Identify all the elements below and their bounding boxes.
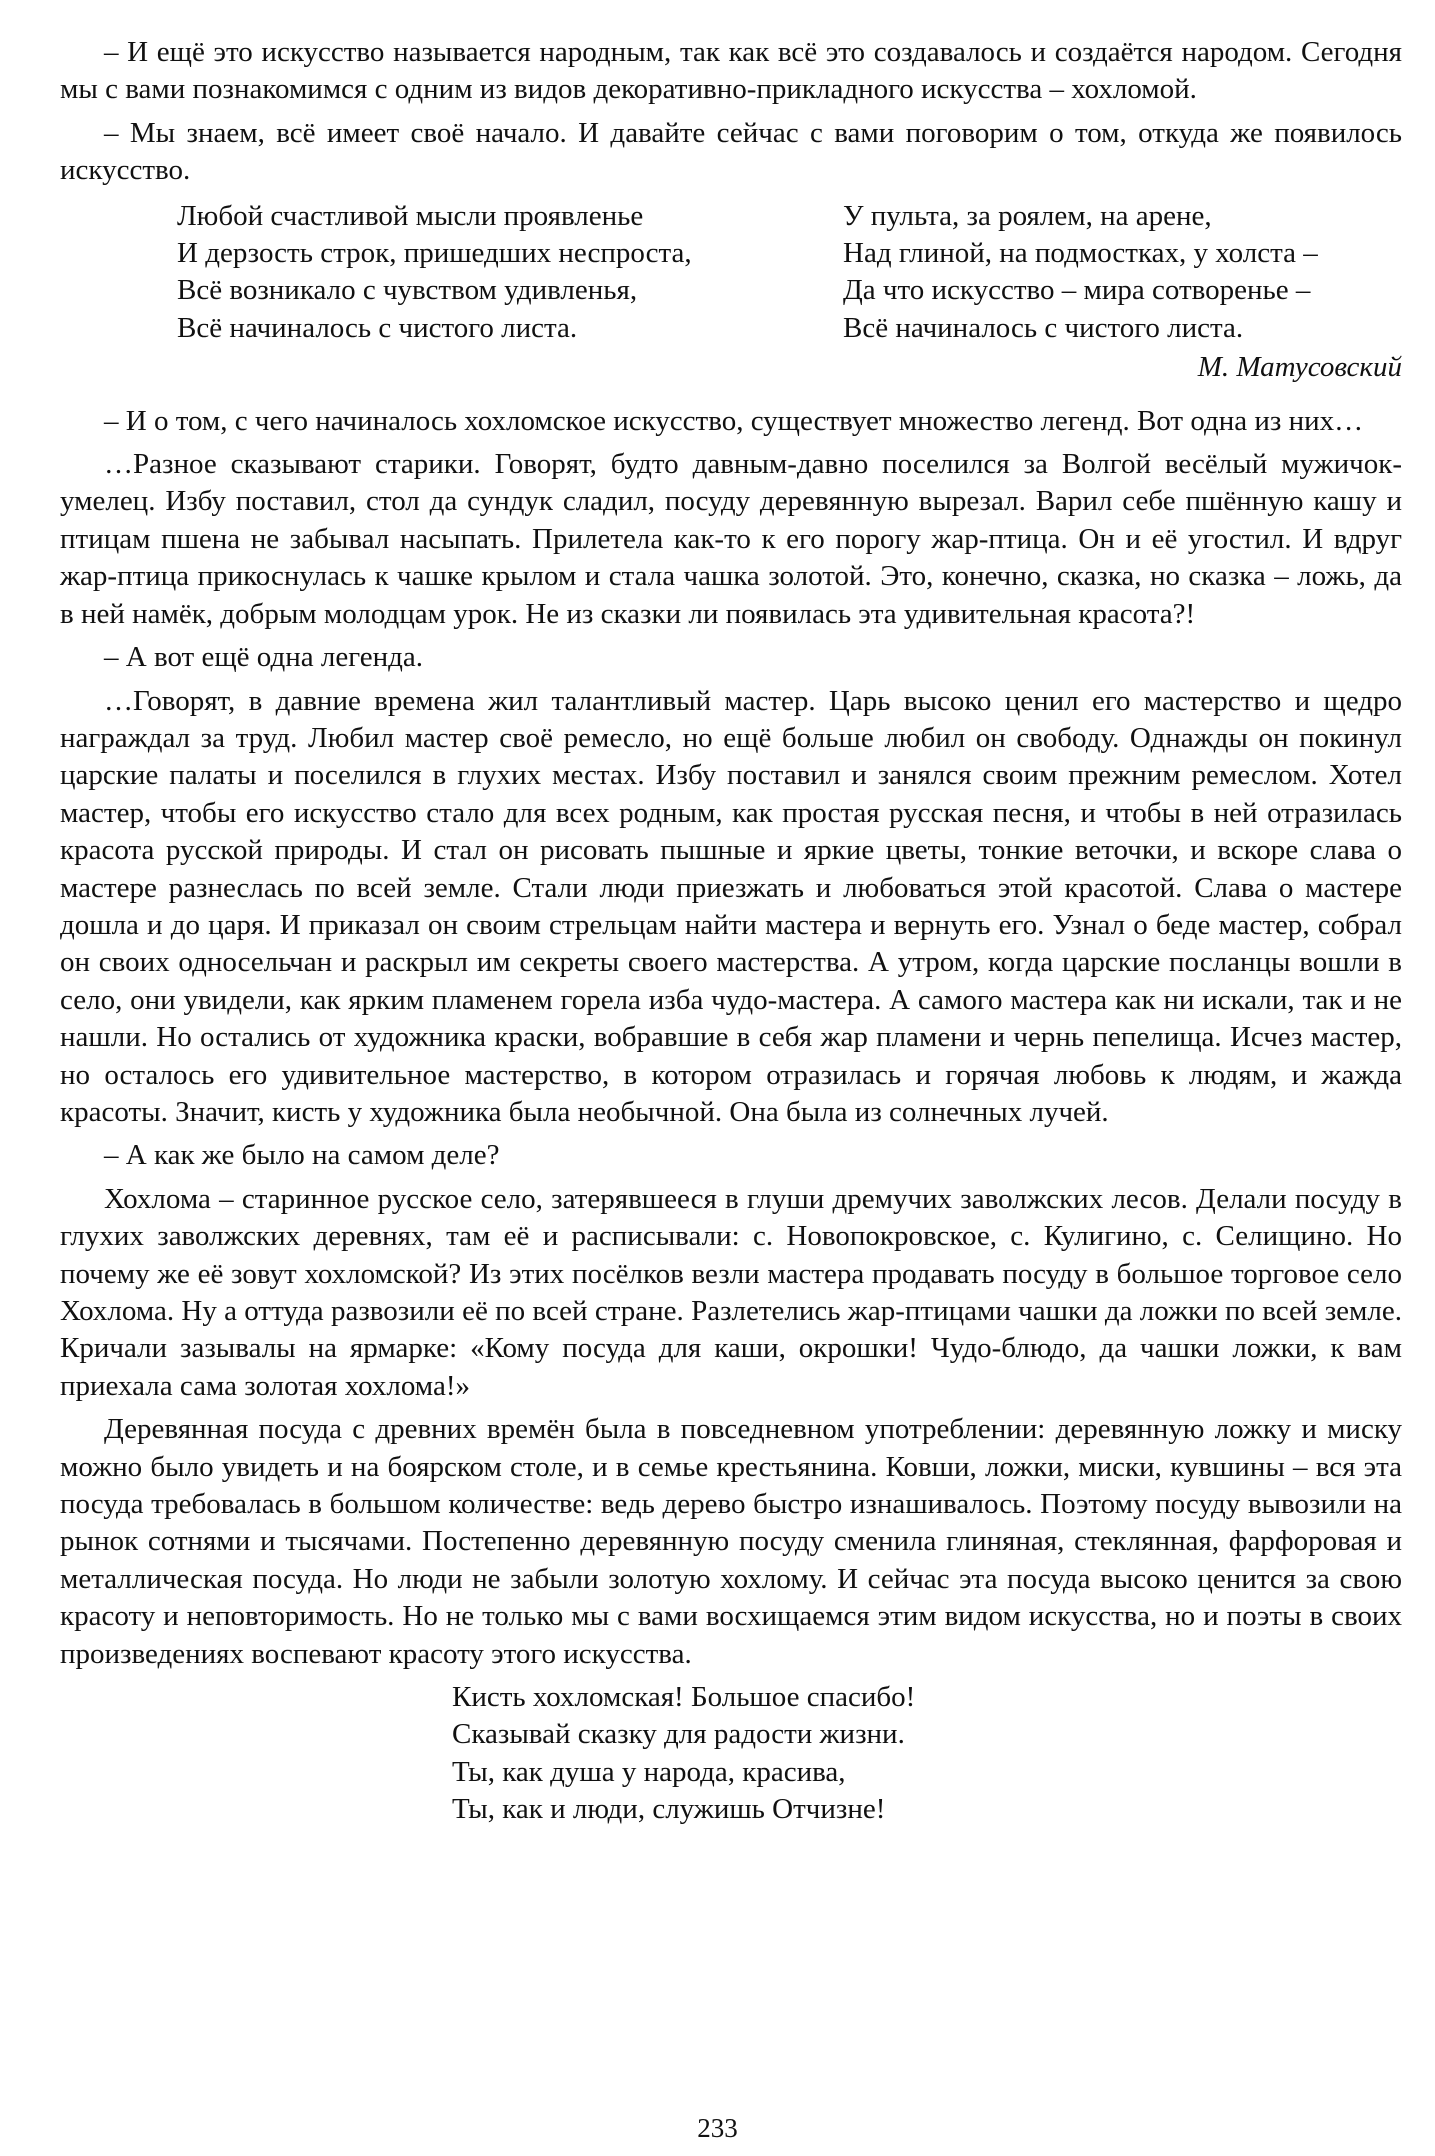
poem-line: И дерзость строк, пришедших неспроста,: [177, 237, 692, 270]
poem-line: Кисть хохломская! Большое спасибо!: [452, 1681, 916, 1714]
paragraph-origin-question: – Мы знаем, всё имеет своё начало. И давайте сейчас с вами поговорим о том, откуда же появилось искусство.: [60, 116, 1402, 187]
paragraph-legends-intro: – И о том, с чего начиналось хохломское искусство, существует множество легенд. Вот одна из них…: [104, 404, 1364, 437]
paragraph-legend-firebird: …Разное сказывают старики. Говорят, будто давным-давно поселился за Волгой весёлый мужичок-умелец. Избу поставил, стол да сундук сладил, посуду деревянную вырезал. Варил себе пшённую кашу и птицам пшена не забывал насыпать. Прилетела как-то к его порогу жар-птица. Он и её угостил. И вдруг жар-птица прикоснулась к чашке крылом и стала чашка золотой. Это, конечно, сказка, но сказка – ложь, да в ней намёк, добрым молодцам урок. Не из сказки ли появилась эта удивительная красота?!: [60, 448, 1402, 630]
poem-line: У пульта, за роялем, на арене,: [843, 199, 1212, 232]
paragraph-wooden-dishes: Деревянная посуда с древних времён была в повседневном употреблении: деревянную ложку и миску можно было увидеть и на боярском столе, и в семье крестьянина. Ковши, ложки, миски, кувшины – вся эта посуда требовалась в большом количестве: ведь дерево быстро изнашивалось. Поэтому посуду вывозили на рынок сотнями и тысячами. Постепенно деревянную посуду сменила глиняная, стеклянная, фарфоровая и металлическая посуда. Но люди не забыли золотую хохлому. И сейчас эта посуда высоко ценится за свою красоту и неповторимость. Но не только мы с вами восхищаемся этим видом искусства, но и поэты в своих произведениях воспевают красоту этого искусства.: [60, 1413, 1402, 1670]
page-body: [60, 34, 1402, 1829]
page-number: 233: [697, 2113, 738, 2143]
poem-line: Всё начиналось с чистого листа.: [177, 311, 578, 344]
poem-line: Сказывай сказку для радости жизни.: [452, 1718, 905, 1751]
poem-left-stanza: [177, 198, 843, 348]
poem-line: Всё начиналось с чистого листа.: [843, 311, 1244, 344]
paragraph-reality-question: – А как же было на самом деле?: [104, 1139, 500, 1172]
poem-line: Ты, как и люди, служишь Отчизне!: [452, 1793, 886, 1826]
paragraph-khokhloma-village: Хохлома – старинное русское село, затерявшееся в глуши дремучих заволжских лесов. Делали посуду в глухих заволжских деревнях, там её и расписывали: с. Новопокровское, с. Кулигино, с. Селищино. Но почему же её зовут хохломской? Из этих посёлков везли мастера продавать посуду в большое торговое село Хохлома. Ну а оттуда развозили её по всей стране. Разлетелись жар-птицами чашки да ложки по всей земле. Кричали зазывалы на ярмарке: «Кому посуда для каши, окрошки! Чудо-блюдо, да чашки ложки, к вам приехала сама золотая хохлома!»: [60, 1182, 1402, 1402]
poem-matusovsky: [60, 198, 1402, 348]
poem-khokhloma-brush: [452, 1679, 1402, 1829]
poem-author: М. Матусовский: [1197, 351, 1402, 384]
poem-line: Да что искусство – мира сотворенье –: [843, 274, 1311, 307]
poem-line: Всё возникало с чувством удивленья,: [177, 274, 638, 307]
paragraph-legend-master: …Говорят, в давние времена жил талантливый мастер. Царь высоко ценил его мастерство и щедро награждал за труд. Любил мастер своё ремесло, но ещё больше любил он свободу. Однажды он покинул царские палаты и поселился в глухих местах. Избу поставил и занялся своим прежним ремеслом. Хотел мастер, чтобы его искусство стало для всех родным, как простая русская песня, и чтобы в ней отразилась красота русской природы. И стал он рисовать пышные и яркие цветы, тонкие веточки, и вскоре слава о мастере разнеслась по всей земле. Стали люди приезжать и любоваться этой красотой. Слава о мастере дошла и до царя. И приказал он своим стрельцам найти мастера и вернуть его. Узнал о беде мастер, собрал он своих односельчан и раскрыл им секреты своего мастерства. А утром, когда царские посланцы вошли в село, они увидели, как ярким пламенем горела изба чудо-мастера. А самого мастера как ни искали, так и не нашли. Но остались от художника краски, вобравшие в себя жар пламени и чернь пепелища. Исчез мастер, но осталось его удивительное мастерство, в котором отразилась и горячая любовь к людям, и жажда красоты. Значит, кисть у художника была необычной. Она была из солнечных лучей.: [60, 684, 1402, 1128]
paragraph-another-legend: – А вот ещё одна легенда.: [104, 641, 423, 674]
poem-line: Любой счастливой мысли проявленье: [177, 199, 644, 232]
paragraph-intro-folk-art: – И ещё это искусство называется народным, так как всё это создавалось и создаётся народом. Сегодня мы с вами познакомимся с одним из видов декоративно-прикладного искусства – хохломой.: [60, 36, 1402, 106]
poem-right-stanza: [843, 198, 1363, 348]
poem-line: Ты, как душа у народа, красива,: [452, 1755, 846, 1788]
poem-line: Над глиной, на подмостках, у холста –: [843, 237, 1318, 270]
